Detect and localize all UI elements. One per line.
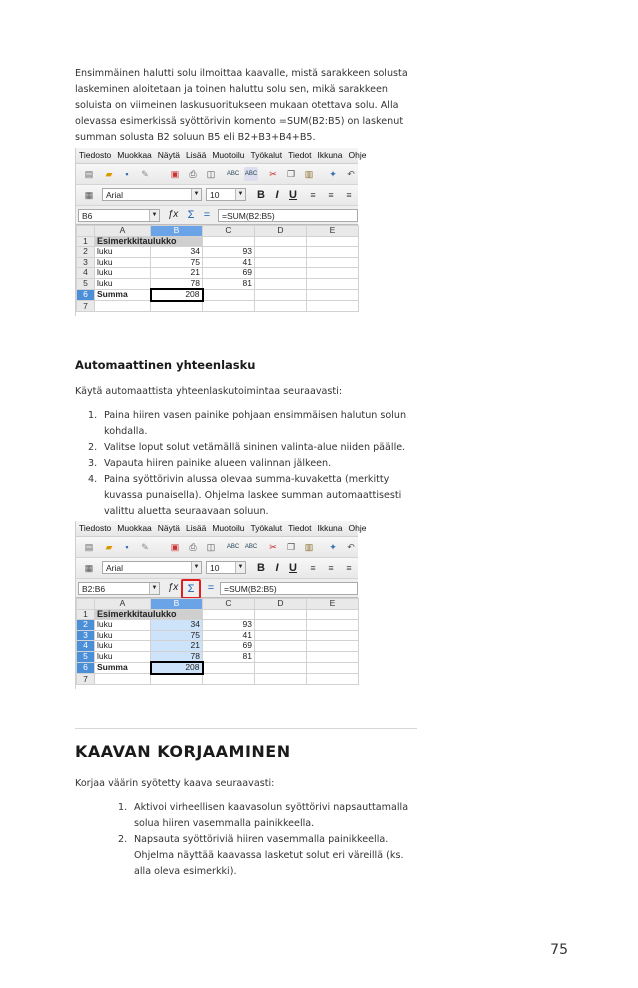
cell[interactable] bbox=[255, 236, 307, 247]
menu-item[interactable]: Tiedosto bbox=[79, 150, 112, 160]
cell[interactable]: 78 bbox=[151, 278, 203, 289]
font-size-select[interactable] bbox=[206, 188, 246, 201]
corner-cell[interactable] bbox=[77, 226, 95, 237]
new-document-icon[interactable]: ▤ bbox=[84, 542, 94, 552]
chevron-down-icon[interactable]: ▼ bbox=[235, 562, 245, 573]
table-title-cell[interactable]: Esimerkkitaulukko bbox=[95, 609, 203, 620]
cell[interactable] bbox=[307, 257, 359, 268]
cell[interactable] bbox=[307, 301, 359, 312]
sum-icon[interactable]: Σ bbox=[181, 579, 201, 599]
chevron-down-icon[interactable]: ▼ bbox=[149, 210, 159, 221]
spreadsheet-screenshot-2 bbox=[75, 521, 367, 689]
menu-item[interactable]: Ohje bbox=[348, 523, 367, 533]
row-header[interactable]: 6 bbox=[77, 662, 95, 674]
selected-cell[interactable]: 78 bbox=[151, 651, 203, 662]
cell[interactable] bbox=[255, 674, 307, 685]
section-heading-autosum: Automaattinen yhteenlasku bbox=[75, 358, 256, 372]
cell[interactable] bbox=[307, 289, 359, 301]
cell[interactable] bbox=[255, 651, 307, 662]
cell[interactable]: Summa bbox=[95, 289, 151, 301]
page-number: 75 bbox=[550, 942, 568, 958]
cell[interactable]: luku bbox=[95, 630, 151, 641]
function-wizard-icon[interactable]: ƒx bbox=[167, 209, 179, 220]
font-name-value: Arial bbox=[106, 563, 124, 573]
cell[interactable] bbox=[203, 301, 255, 312]
selected-cell[interactable]: 75 bbox=[151, 630, 203, 641]
list-item: 1. Aktivoi virheellisen kaavasolun syöttörivi napsauttamalla solua hiiren vasemmalla painikkeella. bbox=[118, 802, 409, 829]
table-title-cell[interactable]: Esimerkkitaulukko bbox=[95, 236, 203, 247]
cell[interactable] bbox=[307, 662, 359, 674]
cell[interactable] bbox=[307, 609, 359, 620]
row-header[interactable]: 4 bbox=[77, 641, 95, 652]
menu-item[interactable]: Muokkaa bbox=[117, 150, 152, 160]
cell[interactable]: 69 bbox=[203, 268, 255, 279]
cell[interactable] bbox=[255, 257, 307, 268]
chevron-down-icon[interactable]: ▼ bbox=[235, 189, 245, 200]
function-equals-icon[interactable]: = bbox=[203, 209, 211, 221]
print-icon[interactable]: ⎙ bbox=[189, 542, 197, 552]
font-size-select[interactable] bbox=[206, 561, 246, 574]
formatting-toolbar bbox=[76, 185, 358, 206]
cell[interactable]: 93 bbox=[203, 620, 255, 631]
column-header[interactable]: A bbox=[95, 599, 151, 610]
format-paintbrush-icon[interactable]: ✦ bbox=[329, 542, 337, 552]
menu-item[interactable]: Ohje bbox=[348, 150, 367, 160]
cell[interactable] bbox=[307, 630, 359, 641]
cell[interactable] bbox=[255, 247, 307, 258]
print-preview-icon[interactable]: ◫ bbox=[206, 542, 216, 552]
font-name-value: Arial bbox=[106, 190, 124, 200]
undo-icon[interactable]: ↶ bbox=[347, 169, 355, 179]
export-pdf-icon[interactable]: ▣ bbox=[170, 542, 180, 552]
align-right-icon[interactable]: ≡ bbox=[346, 563, 352, 573]
row-header[interactable]: 7 bbox=[77, 674, 95, 685]
menu-item[interactable]: Työkalut bbox=[250, 150, 283, 160]
font-name-select[interactable] bbox=[102, 188, 202, 201]
undo-icon[interactable]: ↶ bbox=[347, 542, 355, 552]
list-item: 3. Vapauta hiiren painike alueen valinnan jälkeen. bbox=[88, 458, 332, 469]
sheet-grid bbox=[76, 225, 359, 312]
sheet-grid bbox=[76, 598, 359, 685]
autospellcheck-icon[interactable]: ABC bbox=[244, 167, 258, 181]
column-header[interactable]: C bbox=[203, 599, 255, 610]
cell[interactable] bbox=[203, 289, 255, 301]
list-item: 4. Paina syöttörivin alussa olevaa summa-kuvaketta (merkitty kuvassa punaisella). Ohjelma laskee summan automaattisesti valittu aluetta seuraavaan soluun. bbox=[88, 474, 402, 517]
row-header[interactable]: 2 bbox=[77, 247, 95, 258]
menu-item[interactable]: Lisää bbox=[186, 523, 207, 533]
step-text: Vapauta hiiren painike alueen valinnan jälkeen. bbox=[104, 458, 332, 469]
active-cell[interactable]: 208 bbox=[151, 289, 203, 301]
autosum-intro: Käytä automaattista yhteenlaskutoimintaa seuraavasti: bbox=[75, 386, 343, 397]
cell[interactable] bbox=[307, 278, 359, 289]
print-icon[interactable]: ⎙ bbox=[189, 169, 197, 179]
column-header[interactable]: E bbox=[307, 226, 359, 237]
align-center-icon[interactable]: ≡ bbox=[328, 190, 334, 200]
cell[interactable]: 34 bbox=[151, 247, 203, 258]
step-text: Paina syöttörivin alussa olevaa summa-kuvaketta (merkitty kuvassa punaisella). Ohjelma laskee summan automaattisesti valittu aluetta seuraavaan soluun. bbox=[104, 474, 402, 517]
selected-cell[interactable]: 34 bbox=[151, 620, 203, 631]
cut-icon[interactable]: ✂ bbox=[269, 542, 277, 552]
column-header[interactable]: A bbox=[95, 226, 151, 237]
standard-toolbar bbox=[76, 164, 358, 185]
cell[interactable] bbox=[203, 236, 255, 247]
step-text: Aktivoi virheellisen kaavasolun syöttörivi napsauttamalla solua hiiren vasemmalla painikkeella. bbox=[134, 802, 409, 829]
column-header[interactable]: B bbox=[151, 226, 203, 237]
cell-reference: B2:B6 bbox=[82, 584, 106, 594]
font-size-value: 10 bbox=[210, 190, 220, 200]
row-header[interactable]: 1 bbox=[77, 609, 95, 620]
cell-reference: B6 bbox=[82, 211, 93, 221]
formatting-toolbar bbox=[76, 558, 358, 579]
cell[interactable]: 93 bbox=[203, 247, 255, 258]
row-header[interactable]: 3 bbox=[77, 257, 95, 268]
menu-item[interactable]: Lisää bbox=[186, 150, 207, 160]
row-header[interactable]: 3 bbox=[77, 630, 95, 641]
cell[interactable] bbox=[307, 641, 359, 652]
autosum-steps bbox=[88, 408, 410, 520]
cell[interactable] bbox=[307, 674, 359, 685]
menu-item[interactable]: Tiedosto bbox=[79, 523, 112, 533]
fix-formula-steps bbox=[118, 800, 420, 880]
cell[interactable] bbox=[307, 247, 359, 258]
underline-icon[interactable]: U bbox=[289, 562, 297, 574]
list-item: 2. Valitse loput solut vetämällä sininen valinta-alue niiden päälle. bbox=[88, 442, 406, 453]
column-header[interactable]: D bbox=[255, 226, 307, 237]
cell[interactable] bbox=[255, 268, 307, 279]
cell[interactable]: luku bbox=[95, 620, 151, 631]
cell[interactable]: luku bbox=[95, 257, 151, 268]
column-header[interactable]: E bbox=[307, 599, 359, 610]
intro-paragraph: Ensimmäinen halutti solu ilmoittaa kaavalle, mistä sarakkeen solusta laskeminen aloitetaan ja toinen haluttu solu sen, mikä sarakkeen soluista on viimeinen laskusuoritukseen mukaan otettava solu. Alla olevassa esimerkissä syöttörivin komento =SUM(B2:B5) on laskenut summan solusta B2 soluun B5 eli B2+B3+B4+B5. bbox=[75, 68, 408, 143]
row-header[interactable]: 1 bbox=[77, 236, 95, 247]
cell[interactable] bbox=[151, 674, 203, 685]
formula-input[interactable]: =SUM(B2:B5) bbox=[218, 209, 358, 222]
cut-icon[interactable]: ✂ bbox=[269, 169, 277, 179]
cell[interactable]: 21 bbox=[151, 268, 203, 279]
menu-item[interactable]: Muokkaa bbox=[117, 523, 152, 533]
new-document-icon[interactable]: ▤ bbox=[84, 169, 94, 179]
cell[interactable]: luku bbox=[95, 641, 151, 652]
font-name-select[interactable] bbox=[102, 561, 202, 574]
format-paintbrush-icon[interactable]: ✦ bbox=[329, 169, 337, 179]
standard-toolbar bbox=[76, 537, 358, 558]
save-icon[interactable]: ▪ bbox=[125, 542, 129, 552]
cell[interactable] bbox=[255, 289, 307, 301]
print-preview-icon[interactable]: ◫ bbox=[206, 169, 216, 179]
italic-icon[interactable]: I bbox=[275, 189, 279, 201]
paste-icon[interactable]: ▥ bbox=[304, 169, 314, 179]
cell[interactable] bbox=[255, 662, 307, 674]
font-size-value: 10 bbox=[210, 563, 220, 573]
row-header[interactable]: 5 bbox=[77, 278, 95, 289]
spellcheck-icon[interactable]: ABC bbox=[226, 544, 240, 550]
edit-file-icon[interactable]: ✎ bbox=[141, 542, 149, 552]
cell[interactable]: luku bbox=[95, 651, 151, 662]
menu-item[interactable]: Työkalut bbox=[250, 523, 283, 533]
align-right-icon[interactable]: ≡ bbox=[346, 190, 352, 200]
fix-formula-intro: Korjaa väärin syötetty kaava seuraavasti: bbox=[75, 778, 275, 789]
step-text: Napsauta syöttöriviä hiiren vasemmalla painikkeella. Ohjelma näyttää kaavassa lasketut solut eri väreillä (ks. alla oleva esimerkki). bbox=[134, 834, 404, 877]
cell[interactable]: Summa bbox=[95, 662, 151, 674]
menu-item[interactable]: Muotoilu bbox=[212, 150, 245, 160]
styles-icon[interactable]: ▦ bbox=[84, 563, 94, 573]
edit-file-icon[interactable]: ✎ bbox=[141, 169, 149, 179]
menu-item[interactable]: Näytä bbox=[157, 150, 181, 160]
align-center-icon[interactable]: ≡ bbox=[328, 563, 334, 573]
align-left-icon[interactable]: ≡ bbox=[310, 563, 316, 573]
corner-cell[interactable] bbox=[77, 599, 95, 610]
spellcheck-icon[interactable]: ABC bbox=[226, 171, 240, 177]
copy-icon[interactable]: ❐ bbox=[286, 542, 296, 552]
step-text: Valitse loput solut vetämällä sininen valinta-alue niiden päälle. bbox=[104, 442, 406, 453]
cell[interactable]: 75 bbox=[151, 257, 203, 268]
cell[interactable]: 81 bbox=[203, 278, 255, 289]
cell[interactable] bbox=[203, 609, 255, 620]
row-header[interactable]: 4 bbox=[77, 268, 95, 279]
name-box[interactable] bbox=[78, 582, 160, 595]
cell[interactable]: luku bbox=[95, 268, 151, 279]
underline-icon[interactable]: U bbox=[289, 189, 297, 201]
styles-icon[interactable]: ▦ bbox=[84, 190, 94, 200]
italic-icon[interactable]: I bbox=[275, 562, 279, 574]
cell[interactable] bbox=[203, 674, 255, 685]
menu-item[interactable]: Tiedot bbox=[288, 523, 312, 533]
cell[interactable] bbox=[151, 301, 203, 312]
menu-item[interactable]: Muotoilu bbox=[212, 523, 245, 533]
open-folder-icon[interactable]: ▰ bbox=[105, 542, 113, 552]
chevron-down-icon[interactable]: ▼ bbox=[149, 583, 159, 594]
cell[interactable] bbox=[307, 651, 359, 662]
cell[interactable] bbox=[307, 236, 359, 247]
align-left-icon[interactable]: ≡ bbox=[310, 190, 316, 200]
function-equals-icon[interactable]: = bbox=[207, 582, 215, 594]
name-box[interactable] bbox=[78, 209, 160, 222]
bold-icon[interactable]: B bbox=[257, 189, 265, 201]
active-cell[interactable]: 208 bbox=[151, 662, 203, 674]
cell[interactable] bbox=[255, 278, 307, 289]
cell[interactable]: 41 bbox=[203, 257, 255, 268]
open-folder-icon[interactable]: ▰ bbox=[105, 169, 113, 179]
list-item: 1. Paina hiiren vasen painike pohjaan ensimmäisen halutun solun kohdalla. bbox=[88, 410, 407, 437]
selected-cell[interactable]: 21 bbox=[151, 641, 203, 652]
cell[interactable] bbox=[255, 609, 307, 620]
cell[interactable] bbox=[255, 620, 307, 631]
cell[interactable] bbox=[307, 268, 359, 279]
cell[interactable] bbox=[255, 630, 307, 641]
function-wizard-icon[interactable]: ƒx bbox=[167, 582, 179, 593]
formula-input[interactable]: =SUM(B2:B5) bbox=[220, 582, 358, 595]
row-header[interactable]: 6 bbox=[77, 289, 95, 301]
paste-icon[interactable]: ▥ bbox=[304, 542, 314, 552]
cell[interactable]: 41 bbox=[203, 630, 255, 641]
autospellcheck-icon[interactable]: ABC bbox=[244, 544, 258, 550]
menu-item[interactable]: Näytä bbox=[157, 523, 181, 533]
cell[interactable]: 69 bbox=[203, 641, 255, 652]
formula-bar bbox=[76, 579, 358, 598]
cell[interactable] bbox=[255, 641, 307, 652]
sum-icon[interactable]: Σ bbox=[187, 209, 195, 221]
cell[interactable] bbox=[255, 301, 307, 312]
cell[interactable] bbox=[95, 674, 151, 685]
menu-bar bbox=[76, 521, 367, 537]
section-heading-fix-formula: KAAVAN KORJAAMINEN bbox=[75, 742, 291, 761]
list-item: 2. Napsauta syöttöriviä hiiren vasemmalla painikkeella. Ohjelma näyttää kaavassa lasketut solut eri väreillä (ks. alla oleva esimerkki). bbox=[118, 834, 404, 877]
column-header[interactable]: D bbox=[255, 599, 307, 610]
menu-item[interactable]: Ikkuna bbox=[317, 523, 343, 533]
step-text: Paina hiiren vasen painike pohjaan ensimmäisen halutun solun kohdalla. bbox=[104, 410, 407, 437]
cell[interactable] bbox=[307, 620, 359, 631]
cell[interactable]: luku bbox=[95, 278, 151, 289]
column-header[interactable]: C bbox=[203, 226, 255, 237]
chevron-down-icon[interactable]: ▼ bbox=[191, 562, 201, 573]
menu-item[interactable]: Ikkuna bbox=[317, 150, 343, 160]
row-header[interactable]: 5 bbox=[77, 651, 95, 662]
row-header[interactable]: 2 bbox=[77, 620, 95, 631]
section-divider bbox=[75, 728, 417, 729]
chevron-down-icon[interactable]: ▼ bbox=[191, 189, 201, 200]
export-pdf-icon[interactable]: ▣ bbox=[170, 169, 180, 179]
menu-bar bbox=[76, 148, 367, 164]
formula-bar bbox=[76, 206, 358, 225]
menu-item[interactable]: Tiedot bbox=[288, 150, 312, 160]
cell[interactable] bbox=[203, 662, 255, 674]
column-header[interactable]: B bbox=[151, 599, 203, 610]
save-icon[interactable]: ▪ bbox=[125, 169, 129, 179]
bold-icon[interactable]: B bbox=[257, 562, 265, 574]
copy-icon[interactable]: ❐ bbox=[286, 169, 296, 179]
spreadsheet-screenshot-1 bbox=[75, 148, 367, 316]
cell[interactable]: luku bbox=[95, 247, 151, 258]
row-header[interactable]: 7 bbox=[77, 301, 95, 312]
cell[interactable]: 81 bbox=[203, 651, 255, 662]
cell[interactable] bbox=[95, 301, 151, 312]
